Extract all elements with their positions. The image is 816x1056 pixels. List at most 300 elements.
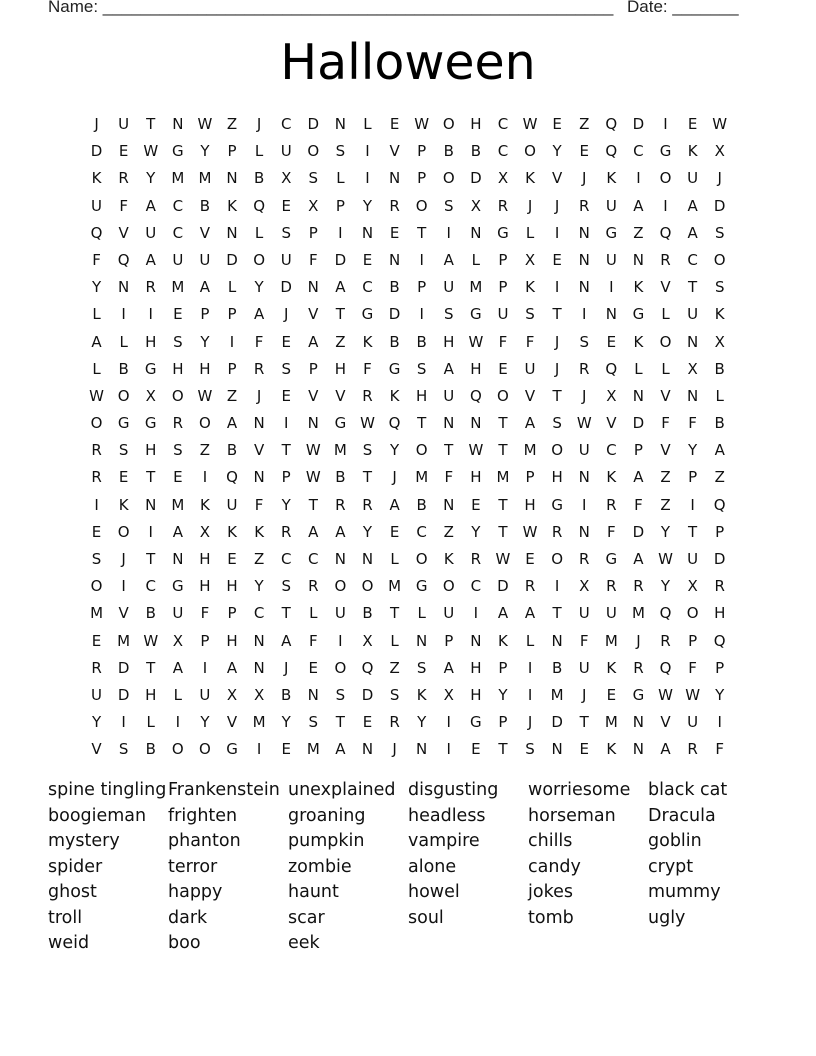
grid-letter[interactable]: S bbox=[444, 305, 454, 324]
grid-letter[interactable]: F bbox=[200, 604, 210, 623]
grid-letter[interactable]: W bbox=[360, 414, 375, 433]
grid-letter[interactable]: A bbox=[443, 250, 454, 269]
grid-letter[interactable]: T bbox=[146, 658, 156, 677]
grid-letter[interactable]: A bbox=[308, 522, 319, 541]
grid-letter[interactable]: G bbox=[659, 142, 672, 161]
grid-letter[interactable]: S bbox=[308, 169, 319, 188]
grid-letter[interactable]: N bbox=[388, 250, 401, 269]
grid-letter[interactable]: L bbox=[715, 386, 724, 405]
grid-letter[interactable]: O bbox=[171, 740, 184, 759]
grid-letter[interactable]: P bbox=[715, 522, 725, 541]
grid-letter[interactable]: W bbox=[468, 441, 484, 460]
grid-letter[interactable]: O bbox=[415, 550, 428, 568]
grid-letter[interactable]: W bbox=[712, 115, 728, 133]
grid-letter[interactable]: L bbox=[336, 169, 345, 188]
grid-letter[interactable]: I bbox=[663, 115, 668, 133]
grid-letter[interactable]: B bbox=[389, 332, 400, 351]
grid-letter[interactable]: U bbox=[172, 604, 184, 623]
grid-letter[interactable]: W bbox=[495, 550, 511, 568]
grid-letter[interactable]: N bbox=[578, 278, 590, 297]
grid-letter[interactable]: S bbox=[335, 142, 346, 161]
grid-letter[interactable]: N bbox=[226, 223, 238, 242]
grid-letter[interactable]: G bbox=[117, 414, 130, 433]
grid-letter[interactable]: R bbox=[253, 359, 265, 378]
grid-letter[interactable]: M bbox=[469, 278, 483, 297]
grid-letter[interactable]: N bbox=[307, 685, 319, 704]
grid-letter[interactable]: D bbox=[713, 550, 726, 568]
grid-letter[interactable]: R bbox=[633, 658, 644, 677]
grid-letter[interactable]: I bbox=[175, 713, 181, 732]
grid-letter[interactable]: Y bbox=[660, 522, 671, 541]
grid-letter[interactable]: A bbox=[281, 631, 292, 650]
grid-letter[interactable]: F bbox=[92, 250, 101, 269]
grid-letter[interactable]: N bbox=[578, 250, 590, 269]
grid-letter[interactable]: Y bbox=[91, 278, 102, 297]
grid-letter[interactable]: D bbox=[361, 685, 374, 704]
grid-letter[interactable]: V bbox=[660, 441, 671, 460]
grid-letter[interactable]: E bbox=[362, 250, 373, 269]
grid-letter[interactable]: R bbox=[389, 196, 400, 215]
grid-letter[interactable]: J bbox=[256, 386, 262, 405]
grid-letter[interactable]: C bbox=[280, 550, 292, 568]
grid-letter[interactable]: T bbox=[552, 604, 562, 623]
grid-letter[interactable]: V bbox=[552, 169, 563, 188]
grid-letter[interactable]: N bbox=[118, 278, 130, 297]
grid-letter[interactable]: K bbox=[687, 142, 698, 161]
grid-letter[interactable]: W bbox=[197, 115, 213, 133]
grid-letter[interactable]: Y bbox=[200, 142, 210, 161]
grid-letter[interactable]: S bbox=[308, 713, 319, 732]
grid-letter[interactable]: U bbox=[443, 278, 455, 297]
grid-letter[interactable]: H bbox=[199, 359, 211, 378]
grid-letter[interactable]: N bbox=[253, 414, 265, 433]
grid-letter[interactable]: E bbox=[308, 658, 319, 677]
grid-letter[interactable]: G bbox=[172, 142, 184, 161]
grid-letter[interactable]: G bbox=[361, 305, 374, 324]
grid-letter[interactable]: X bbox=[470, 196, 481, 215]
grid-letter[interactable]: Q bbox=[659, 604, 672, 623]
grid-letter[interactable]: W bbox=[658, 550, 673, 568]
grid-letter[interactable]: S bbox=[416, 658, 427, 677]
grid-letter[interactable]: Y bbox=[715, 685, 725, 704]
grid-letter[interactable]: X bbox=[145, 386, 156, 405]
grid-letter[interactable]: U bbox=[687, 713, 699, 732]
grid-letter[interactable]: Y bbox=[498, 685, 508, 704]
grid-letter[interactable]: H bbox=[470, 468, 482, 487]
grid-letter[interactable]: J bbox=[582, 685, 587, 704]
grid-letter[interactable]: U bbox=[687, 305, 699, 324]
grid-letter[interactable]: N bbox=[470, 414, 482, 433]
grid-letter[interactable]: S bbox=[389, 685, 400, 704]
grid-letter[interactable]: M bbox=[496, 468, 510, 487]
grid-letter[interactable]: E bbox=[471, 495, 481, 514]
grid-letter[interactable]: C bbox=[308, 550, 319, 568]
grid-letter[interactable]: D bbox=[117, 658, 130, 677]
grid-letter[interactable]: Y bbox=[660, 577, 671, 596]
grid-letter[interactable]: H bbox=[714, 604, 726, 623]
grid-letter[interactable]: Y bbox=[552, 142, 562, 161]
grid-letter[interactable]: B bbox=[145, 604, 156, 623]
grid-letter[interactable]: L bbox=[363, 115, 372, 133]
grid-letter[interactable]: X bbox=[362, 631, 373, 650]
grid-letter[interactable]: K bbox=[91, 169, 102, 188]
grid-letter[interactable]: A bbox=[660, 740, 671, 759]
grid-letter[interactable]: E bbox=[281, 196, 291, 215]
grid-letter[interactable]: V bbox=[118, 223, 129, 242]
grid-letter[interactable]: O bbox=[442, 169, 455, 188]
grid-letter[interactable]: I bbox=[717, 713, 722, 732]
grid-letter[interactable]: N bbox=[388, 169, 401, 188]
grid-letter[interactable]: E bbox=[281, 332, 291, 351]
grid-letter[interactable]: P bbox=[498, 250, 508, 269]
grid-letter[interactable]: X bbox=[172, 631, 183, 650]
grid-letter[interactable]: S bbox=[579, 332, 589, 351]
grid-letter[interactable]: R bbox=[172, 414, 184, 433]
grid-letter[interactable]: F bbox=[308, 250, 318, 269]
grid-letter[interactable]: R bbox=[280, 522, 292, 541]
grid-letter[interactable]: F bbox=[254, 332, 264, 351]
grid-letter[interactable]: G bbox=[470, 713, 482, 732]
grid-letter[interactable]: D bbox=[280, 278, 292, 297]
grid-letter[interactable]: Q bbox=[388, 414, 401, 433]
grid-letter[interactable]: M bbox=[604, 713, 618, 732]
grid-letter[interactable]: N bbox=[416, 631, 428, 650]
grid-letter[interactable]: D bbox=[117, 685, 130, 704]
grid-letter[interactable]: R bbox=[91, 468, 102, 487]
grid-letter[interactable]: J bbox=[256, 115, 262, 133]
grid-letter[interactable]: W bbox=[143, 142, 159, 161]
grid-letter[interactable]: E bbox=[118, 142, 129, 161]
grid-letter[interactable]: B bbox=[714, 414, 725, 433]
grid-letter[interactable]: T bbox=[308, 495, 318, 514]
grid-letter[interactable]: G bbox=[605, 550, 618, 568]
grid-letter[interactable]: U bbox=[443, 604, 455, 623]
grid-letter[interactable]: F bbox=[525, 332, 535, 351]
grid-letter[interactable]: B bbox=[443, 142, 454, 161]
grid-letter[interactable]: Z bbox=[226, 115, 238, 133]
grid-letter[interactable]: I bbox=[527, 685, 533, 704]
grid-letter[interactable]: S bbox=[714, 278, 725, 297]
grid-letter[interactable]: N bbox=[632, 386, 645, 405]
grid-letter[interactable]: E bbox=[91, 522, 102, 541]
grid-letter[interactable]: N bbox=[334, 550, 346, 568]
grid-letter[interactable]: D bbox=[632, 115, 645, 133]
grid-letter[interactable]: F bbox=[498, 332, 508, 351]
grid-letter[interactable]: N bbox=[470, 223, 482, 242]
grid-letter[interactable]: D bbox=[307, 115, 320, 133]
grid-letter[interactable]: N bbox=[578, 522, 590, 541]
grid-letter[interactable]: R bbox=[335, 495, 346, 514]
grid-letter[interactable]: O bbox=[307, 142, 320, 161]
grid-letter[interactable]: N bbox=[551, 631, 563, 650]
grid-letter[interactable]: O bbox=[90, 577, 103, 596]
grid-letter[interactable]: Y bbox=[389, 441, 400, 460]
grid-letter[interactable]: N bbox=[361, 550, 374, 568]
grid-letter[interactable]: R bbox=[91, 658, 102, 677]
grid-letter[interactable]: X bbox=[714, 332, 725, 351]
grid-letter[interactable]: R bbox=[579, 196, 590, 215]
grid-letter[interactable]: M bbox=[90, 604, 104, 623]
grid-letter[interactable]: S bbox=[416, 359, 427, 378]
grid-letter[interactable]: A bbox=[633, 196, 644, 215]
grid-letter[interactable]: P bbox=[498, 713, 508, 732]
grid-letter[interactable]: L bbox=[227, 278, 237, 297]
grid-letter[interactable]: G bbox=[497, 223, 509, 242]
grid-letter[interactable]: W bbox=[522, 115, 538, 133]
grid-letter[interactable]: H bbox=[470, 685, 482, 704]
grid-letter[interactable]: Z bbox=[443, 522, 454, 541]
grid-letter[interactable]: U bbox=[524, 359, 536, 378]
grid-letter[interactable]: T bbox=[579, 713, 589, 732]
grid-letter[interactable]: T bbox=[688, 278, 698, 297]
grid-letter[interactable]: L bbox=[661, 359, 670, 378]
grid-letter[interactable]: N bbox=[253, 468, 265, 487]
grid-letter[interactable]: I bbox=[121, 577, 126, 596]
grid-letter[interactable]: S bbox=[118, 740, 129, 759]
grid-letter[interactable]: P bbox=[308, 359, 318, 378]
grid-letter[interactable]: S bbox=[714, 223, 725, 242]
grid-letter[interactable]: K bbox=[606, 468, 617, 487]
grid-letter[interactable]: K bbox=[525, 278, 535, 297]
grid-letter[interactable]: I bbox=[365, 169, 370, 188]
grid-letter[interactable]: M bbox=[306, 740, 320, 759]
grid-letter[interactable]: V bbox=[660, 713, 671, 732]
grid-letter[interactable]: P bbox=[715, 658, 725, 677]
grid-letter[interactable]: I bbox=[338, 631, 343, 650]
grid-letter[interactable]: J bbox=[392, 468, 397, 487]
grid-letter[interactable]: E bbox=[173, 468, 183, 487]
grid-letter[interactable]: N bbox=[416, 740, 428, 759]
grid-letter[interactable]: E bbox=[525, 550, 535, 568]
grid-letter[interactable]: O bbox=[171, 386, 184, 405]
grid-letter[interactable]: F bbox=[254, 495, 264, 514]
grid-letter[interactable]: E bbox=[389, 223, 400, 242]
grid-letter[interactable]: E bbox=[173, 305, 183, 324]
grid-letter[interactable]: C bbox=[497, 142, 509, 161]
grid-letter[interactable]: C bbox=[606, 441, 617, 460]
grid-letter[interactable]: Q bbox=[659, 223, 672, 242]
grid-letter[interactable]: R bbox=[660, 250, 671, 269]
grid-letter[interactable]: X bbox=[281, 169, 292, 188]
grid-letter[interactable]: F bbox=[607, 522, 616, 541]
grid-letter[interactable]: O bbox=[713, 250, 726, 269]
grid-letter[interactable]: I bbox=[419, 250, 424, 269]
grid-letter[interactable]: S bbox=[281, 223, 291, 242]
grid-letter[interactable]: U bbox=[199, 685, 211, 704]
grid-letter[interactable]: P bbox=[227, 142, 237, 161]
grid-letter[interactable]: H bbox=[524, 495, 536, 514]
grid-letter[interactable]: I bbox=[636, 169, 641, 188]
grid-letter[interactable]: A bbox=[145, 250, 156, 269]
grid-letter[interactable]: O bbox=[90, 414, 103, 433]
grid-letter[interactable]: T bbox=[498, 414, 508, 433]
grid-letter[interactable]: I bbox=[283, 414, 289, 433]
grid-letter[interactable]: I bbox=[419, 305, 424, 324]
grid-letter[interactable]: D bbox=[497, 577, 509, 596]
grid-letter[interactable]: K bbox=[227, 522, 237, 541]
grid-letter[interactable]: L bbox=[525, 631, 535, 650]
grid-letter[interactable]: O bbox=[442, 115, 455, 133]
grid-letter[interactable]: N bbox=[253, 631, 265, 650]
grid-letter[interactable]: J bbox=[121, 550, 126, 568]
grid-letter[interactable]: C bbox=[172, 196, 184, 215]
grid-letter[interactable]: W bbox=[658, 685, 673, 704]
grid-letter[interactable]: O bbox=[117, 386, 130, 405]
grid-letter[interactable]: D bbox=[334, 250, 347, 269]
grid-letter[interactable]: E bbox=[687, 115, 698, 133]
grid-letter[interactable]: T bbox=[389, 604, 400, 623]
grid-letter[interactable]: H bbox=[172, 359, 184, 378]
grid-letter[interactable]: B bbox=[714, 359, 725, 378]
grid-letter[interactable]: L bbox=[471, 250, 481, 269]
grid-letter[interactable]: D bbox=[90, 142, 103, 161]
grid-letter[interactable]: A bbox=[687, 196, 698, 215]
grid-letter[interactable]: I bbox=[229, 332, 235, 351]
grid-letter[interactable]: Q bbox=[659, 658, 672, 677]
grid-letter[interactable]: N bbox=[686, 332, 699, 351]
grid-letter[interactable]: N bbox=[361, 223, 374, 242]
grid-letter[interactable]: N bbox=[361, 740, 374, 759]
grid-letter[interactable]: D bbox=[388, 305, 401, 324]
grid-letter[interactable]: Q bbox=[469, 386, 482, 405]
grid-letter[interactable]: K bbox=[227, 196, 237, 215]
grid-letter[interactable]: A bbox=[443, 359, 454, 378]
grid-letter[interactable]: N bbox=[253, 658, 265, 677]
grid-letter[interactable]: Q bbox=[117, 250, 130, 269]
grid-letter[interactable]: X bbox=[497, 169, 509, 188]
grid-letter[interactable]: N bbox=[551, 740, 563, 759]
grid-letter[interactable]: U bbox=[578, 441, 590, 460]
grid-letter[interactable]: E bbox=[552, 115, 562, 133]
grid-letter[interactable]: T bbox=[417, 414, 427, 433]
grid-letter[interactable]: I bbox=[202, 468, 208, 487]
grid-letter[interactable]: Y bbox=[362, 522, 373, 541]
grid-letter[interactable]: K bbox=[200, 495, 210, 514]
grid-letter[interactable]: H bbox=[145, 332, 157, 351]
grid-letter[interactable]: H bbox=[199, 550, 211, 568]
grid-letter[interactable]: T bbox=[688, 522, 698, 541]
grid-letter[interactable]: K bbox=[633, 332, 644, 351]
grid-letter[interactable]: A bbox=[145, 196, 156, 215]
grid-letter[interactable]: N bbox=[605, 305, 617, 324]
grid-letter[interactable]: A bbox=[497, 604, 509, 623]
grid-letter[interactable]: P bbox=[335, 196, 345, 215]
grid-letter[interactable]: G bbox=[470, 305, 482, 324]
grid-letter[interactable]: S bbox=[335, 685, 346, 704]
grid-letter[interactable]: K bbox=[416, 685, 427, 704]
grid-letter[interactable]: O bbox=[659, 169, 672, 188]
grid-letter[interactable]: U bbox=[578, 658, 590, 677]
grid-letter[interactable]: C bbox=[280, 115, 292, 133]
grid-letter[interactable]: L bbox=[417, 604, 426, 623]
grid-letter[interactable]: M bbox=[550, 685, 564, 704]
grid-letter[interactable]: L bbox=[390, 631, 399, 650]
grid-letter[interactable]: A bbox=[172, 522, 183, 541]
grid-letter[interactable]: F bbox=[688, 658, 697, 677]
grid-letter[interactable]: I bbox=[609, 278, 614, 297]
grid-letter[interactable]: A bbox=[524, 604, 536, 623]
grid-letter[interactable]: S bbox=[118, 441, 129, 460]
grid-letter[interactable]: N bbox=[307, 414, 319, 433]
grid-letter[interactable]: J bbox=[94, 115, 99, 133]
grid-letter[interactable]: A bbox=[389, 495, 400, 514]
grid-letter[interactable]: V bbox=[660, 386, 671, 405]
grid-letter[interactable]: Q bbox=[605, 359, 618, 378]
grid-letter[interactable]: U bbox=[687, 169, 699, 188]
grid-letter[interactable]: X bbox=[308, 196, 319, 215]
grid-letter[interactable]: A bbox=[524, 414, 536, 433]
grid-letter[interactable]: D bbox=[226, 250, 238, 269]
grid-letter[interactable]: O bbox=[551, 550, 564, 568]
grid-letter[interactable]: O bbox=[117, 522, 130, 541]
grid-letter[interactable]: V bbox=[118, 604, 129, 623]
grid-letter[interactable]: E bbox=[362, 713, 373, 732]
grid-letter[interactable]: A bbox=[226, 658, 238, 677]
grid-letter[interactable]: O bbox=[442, 577, 455, 596]
grid-letter[interactable]: V bbox=[389, 142, 400, 161]
grid-letter[interactable]: C bbox=[633, 142, 644, 161]
grid-letter[interactable]: B bbox=[199, 196, 211, 215]
grid-letter[interactable]: P bbox=[633, 441, 643, 460]
grid-letter[interactable]: M bbox=[523, 441, 537, 460]
grid-letter[interactable]: U bbox=[172, 250, 184, 269]
grid-letter[interactable]: M bbox=[171, 278, 185, 297]
grid-letter[interactable]: O bbox=[551, 441, 564, 460]
grid-letter[interactable]: E bbox=[91, 631, 102, 650]
grid-letter[interactable]: J bbox=[283, 658, 289, 677]
grid-letter[interactable]: M bbox=[198, 169, 212, 188]
grid-letter[interactable]: B bbox=[145, 740, 156, 759]
grid-letter[interactable]: P bbox=[308, 223, 318, 242]
grid-letter[interactable]: B bbox=[362, 604, 373, 623]
grid-letter[interactable]: P bbox=[498, 278, 508, 297]
grid-letter[interactable]: Y bbox=[254, 278, 264, 297]
grid-letter[interactable]: T bbox=[281, 441, 291, 460]
grid-letter[interactable]: O bbox=[524, 142, 536, 161]
grid-letter[interactable]: O bbox=[361, 577, 374, 596]
grid-letter[interactable]: X bbox=[687, 359, 698, 378]
grid-letter[interactable]: R bbox=[91, 441, 102, 460]
grid-letter[interactable]: Q bbox=[361, 658, 374, 677]
grid-letter[interactable]: A bbox=[308, 332, 319, 351]
grid-letter[interactable]: S bbox=[552, 414, 562, 433]
grid-letter[interactable]: M bbox=[171, 495, 185, 514]
grid-letter[interactable]: U bbox=[145, 223, 157, 242]
grid-letter[interactable]: J bbox=[717, 169, 722, 188]
grid-letter[interactable]: P bbox=[688, 468, 698, 487]
grid-letter[interactable]: R bbox=[579, 359, 590, 378]
grid-letter[interactable]: X bbox=[687, 577, 698, 596]
grid-letter[interactable]: F bbox=[634, 495, 643, 514]
grid-letter[interactable]: M bbox=[604, 631, 618, 650]
grid-letter[interactable]: E bbox=[281, 386, 291, 405]
grid-letter[interactable]: J bbox=[283, 305, 289, 324]
grid-letter[interactable]: U bbox=[118, 115, 130, 133]
grid-letter[interactable]: W bbox=[89, 386, 104, 405]
grid-letter[interactable]: A bbox=[226, 414, 238, 433]
grid-letter[interactable]: N bbox=[443, 414, 455, 433]
grid-letter[interactable]: D bbox=[632, 522, 645, 541]
grid-letter[interactable]: K bbox=[525, 169, 535, 188]
grid-letter[interactable]: P bbox=[227, 359, 237, 378]
grid-letter[interactable]: D bbox=[632, 414, 645, 433]
grid-letter[interactable]: B bbox=[281, 685, 292, 704]
grid-letter[interactable]: A bbox=[199, 278, 211, 297]
grid-letter[interactable]: K bbox=[714, 305, 725, 324]
grid-letter[interactable]: I bbox=[446, 223, 451, 242]
grid-letter[interactable]: I bbox=[582, 305, 587, 324]
grid-letter[interactable]: W bbox=[468, 332, 484, 351]
